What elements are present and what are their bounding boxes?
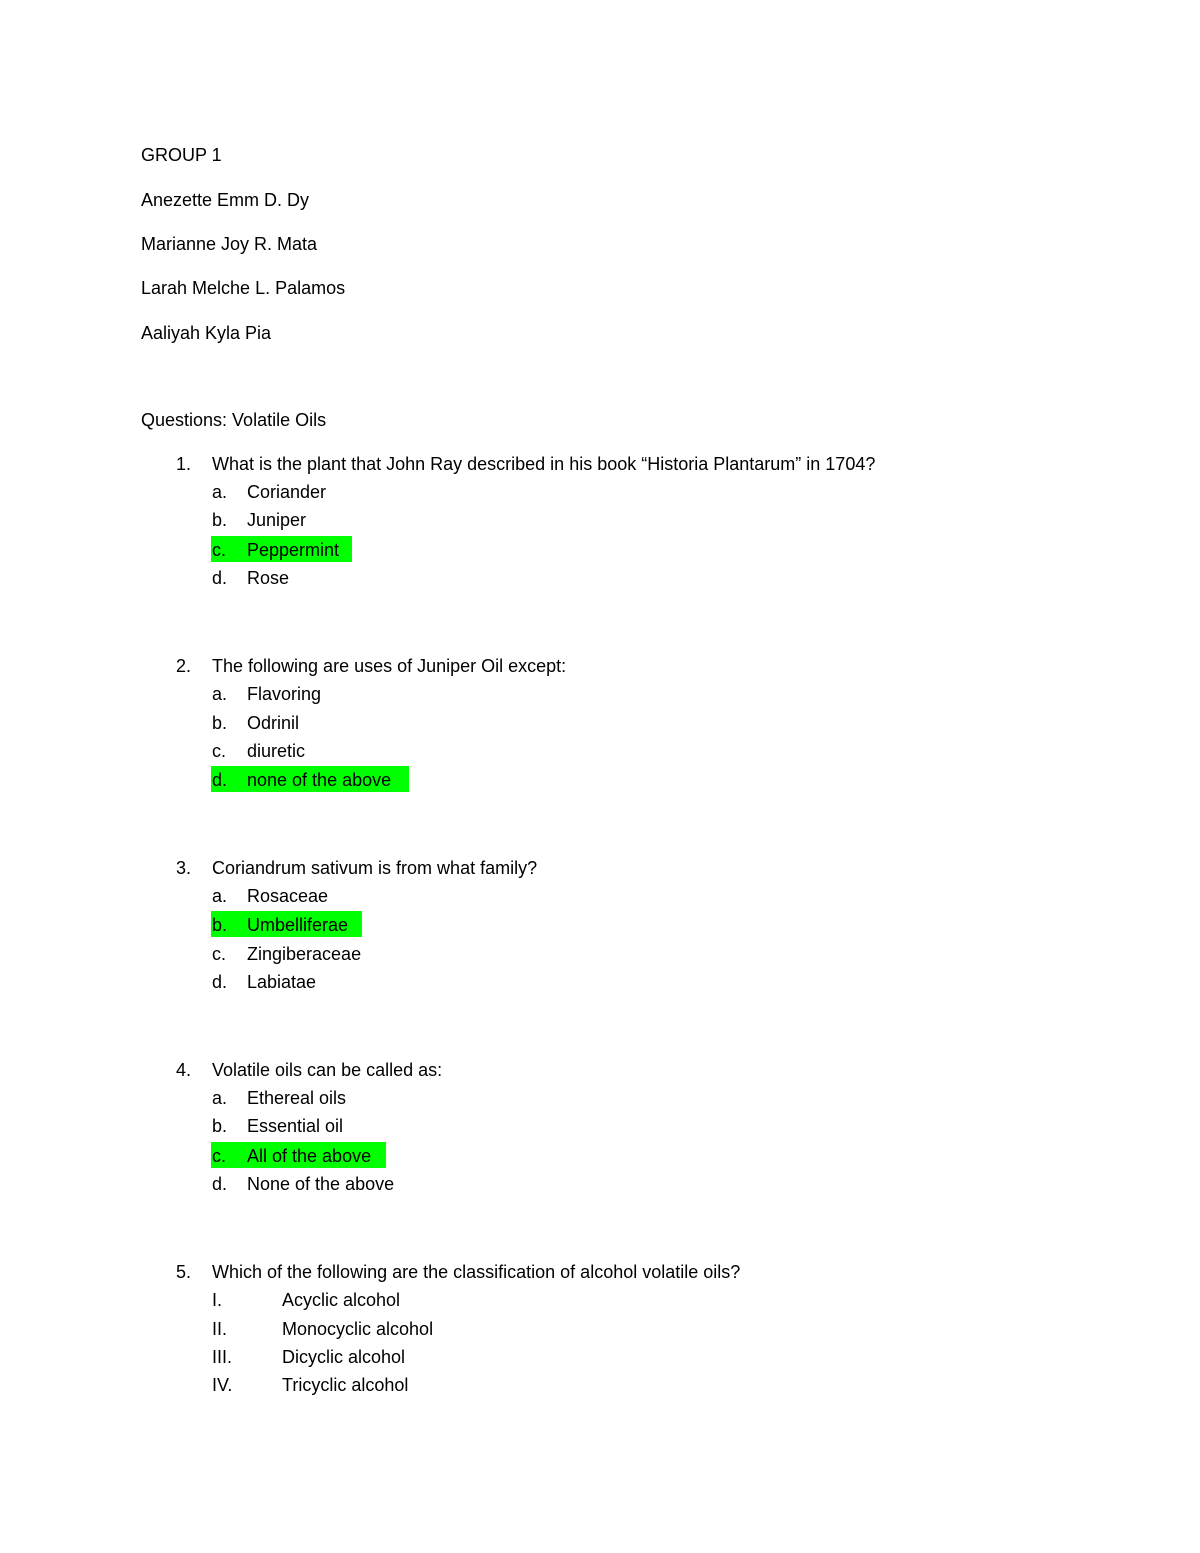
option-marker: c. <box>212 540 227 560</box>
option-text: Coriander <box>247 482 327 502</box>
option-text: Rose <box>247 568 290 588</box>
option-marker: a. <box>212 886 228 906</box>
option-text: Peppermint <box>247 540 340 560</box>
question-text: Which of the following are the classification of alcohol volatile oils? <box>212 1262 741 1282</box>
option-text: All of the above <box>247 1146 372 1166</box>
option-item <box>212 683 612 705</box>
option-marker: b. <box>212 713 228 733</box>
option-text: Flavoring <box>247 684 322 704</box>
option-item <box>212 509 612 531</box>
option-marker: a. <box>212 684 228 704</box>
option-marker: III. <box>212 1347 233 1367</box>
option-marker: c. <box>212 1146 227 1166</box>
option-item <box>212 712 612 734</box>
option-text: Umbelliferae <box>247 915 349 935</box>
question-2 <box>176 655 1076 677</box>
question-3 <box>176 857 1076 879</box>
option-marker: d. <box>212 568 228 588</box>
option-text: Odrinil <box>247 713 300 733</box>
question-5 <box>176 1261 1076 1283</box>
option-marker: c. <box>212 944 227 964</box>
option-marker: d. <box>212 1174 228 1194</box>
option-item <box>212 1115 612 1137</box>
question-text: Volatile oils can be called as: <box>212 1060 443 1080</box>
question-text: The following are uses of Juniper Oil except: <box>212 656 567 676</box>
option-item <box>212 481 612 503</box>
option-text: Labiatae <box>247 972 317 992</box>
option-marker: II. <box>212 1319 228 1339</box>
option-text: diuretic <box>247 741 306 761</box>
option-item <box>212 740 612 762</box>
option-item <box>212 1289 612 1311</box>
member-name: Anezette Emm D. Dy <box>141 190 310 210</box>
option-item <box>212 567 612 589</box>
option-item-highlighted <box>211 911 362 937</box>
question-number: 5. <box>176 1262 192 1282</box>
option-item <box>212 971 612 993</box>
option-marker: IV. <box>212 1375 233 1395</box>
option-item-highlighted <box>211 1142 386 1168</box>
option-item <box>212 1173 612 1195</box>
option-item <box>212 885 612 907</box>
option-text: Monocyclic alcohol <box>282 1319 434 1339</box>
member-name: Larah Melche L. Palamos <box>141 278 346 298</box>
option-item-highlighted <box>211 536 352 562</box>
section-title: Questions: Volatile Oils <box>141 410 327 430</box>
group-title: GROUP 1 <box>141 145 222 165</box>
question-text: What is the plant that John Ray described in his book “Historia Plantarum” in 1704? <box>212 454 876 474</box>
option-text: Tricyclic alcohol <box>282 1375 409 1395</box>
option-text: Rosaceae <box>247 886 329 906</box>
option-item-highlighted <box>211 766 409 792</box>
question-number: 1. <box>176 454 192 474</box>
question-number: 3. <box>176 858 192 878</box>
option-item <box>212 943 612 965</box>
question-number: 2. <box>176 656 192 676</box>
option-item <box>212 1318 612 1340</box>
option-item <box>212 1346 612 1368</box>
member-name: Marianne Joy R. Mata <box>141 234 318 254</box>
option-text: Dicyclic alcohol <box>282 1347 406 1367</box>
option-text: Juniper <box>247 510 307 530</box>
option-text: none of the above <box>247 770 392 790</box>
question-text: Coriandrum sativum is from what family? <box>212 858 538 878</box>
option-marker: d. <box>212 972 228 992</box>
option-text: Essential oil <box>247 1116 344 1136</box>
option-marker: a. <box>212 1088 228 1108</box>
option-item <box>212 1374 612 1396</box>
question-4 <box>176 1059 1076 1081</box>
member-name: Aaliyah Kyla Pia <box>141 323 272 343</box>
option-text: Zingiberaceae <box>247 944 362 964</box>
option-marker: I. <box>212 1290 223 1310</box>
option-marker: d. <box>212 770 228 790</box>
option-marker: c. <box>212 741 227 761</box>
option-marker: b. <box>212 915 228 935</box>
option-text: Acyclic alcohol <box>282 1290 401 1310</box>
option-marker: b. <box>212 510 228 530</box>
option-text: Ethereal oils <box>247 1088 347 1108</box>
option-item <box>212 1087 612 1109</box>
question-1 <box>176 453 1076 475</box>
option-marker: a. <box>212 482 228 502</box>
question-number: 4. <box>176 1060 192 1080</box>
option-marker: b. <box>212 1116 228 1136</box>
option-text: None of the above <box>247 1174 395 1194</box>
